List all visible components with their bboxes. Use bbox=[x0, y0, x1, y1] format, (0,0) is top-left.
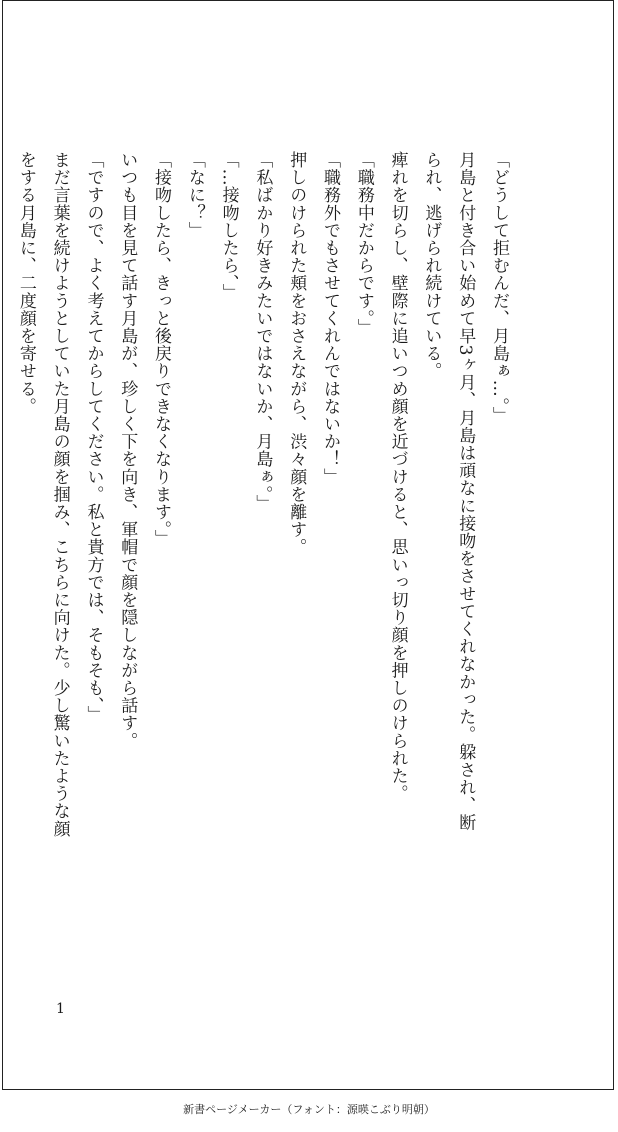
text-line: 「私ばかり好きみたいではないか、月島ぁ。」 bbox=[252, 151, 273, 513]
text-line: いつも目を見て話す月島が、珍しく下を向き、軍帽で顔を隠しながら話す。 bbox=[117, 151, 138, 750]
text-line: 月島と付き合い始めて早3ヶ月、月島は頑なに接吻をさせてくれなかった。躱され、断 bbox=[455, 151, 476, 832]
text-line: 痺れを切らし、壁際に追いつめ顔を近づけると、思いっ切り顔を押しのけられた。 bbox=[387, 151, 408, 803]
text-line: 「…接吻したら、」 bbox=[218, 151, 239, 301]
text-line: 押しのけられた頬をおさえながら、渋々顔を離す。 bbox=[286, 151, 307, 556]
text-line: をする月島に、二度顔を寄せる。 bbox=[15, 151, 36, 415]
footer-credit: 新書ページメーカー（フォント：源暎こぶり明朝） bbox=[183, 1103, 435, 1116]
text-line: 「職務中だからです。」 bbox=[353, 151, 374, 337]
text-line: られ、逃げられ続けている。 bbox=[421, 151, 442, 380]
page-number: 1 bbox=[56, 1001, 65, 1017]
text-line: 「ですので、よく考えてからしてください。私と貴方では、そもそも、」 bbox=[83, 151, 104, 724]
text-line: まだ言葉を続けようとしていた月島の顔を掴み、こちらに向けた。少し驚いたような顔 bbox=[49, 151, 70, 838]
text-line: 「どうして拒むんだ、月島ぁ…。」 bbox=[489, 151, 509, 425]
book-page bbox=[2, 0, 614, 1090]
text-line: 「職務外でもさせてくれんではないか！」 bbox=[320, 151, 341, 486]
vertical-body-text bbox=[8, 151, 515, 931]
text-line: 「接吻したら、きっと後戻りできなくなります。」 bbox=[151, 151, 172, 548]
text-line: 「なに？」 bbox=[184, 151, 205, 239]
